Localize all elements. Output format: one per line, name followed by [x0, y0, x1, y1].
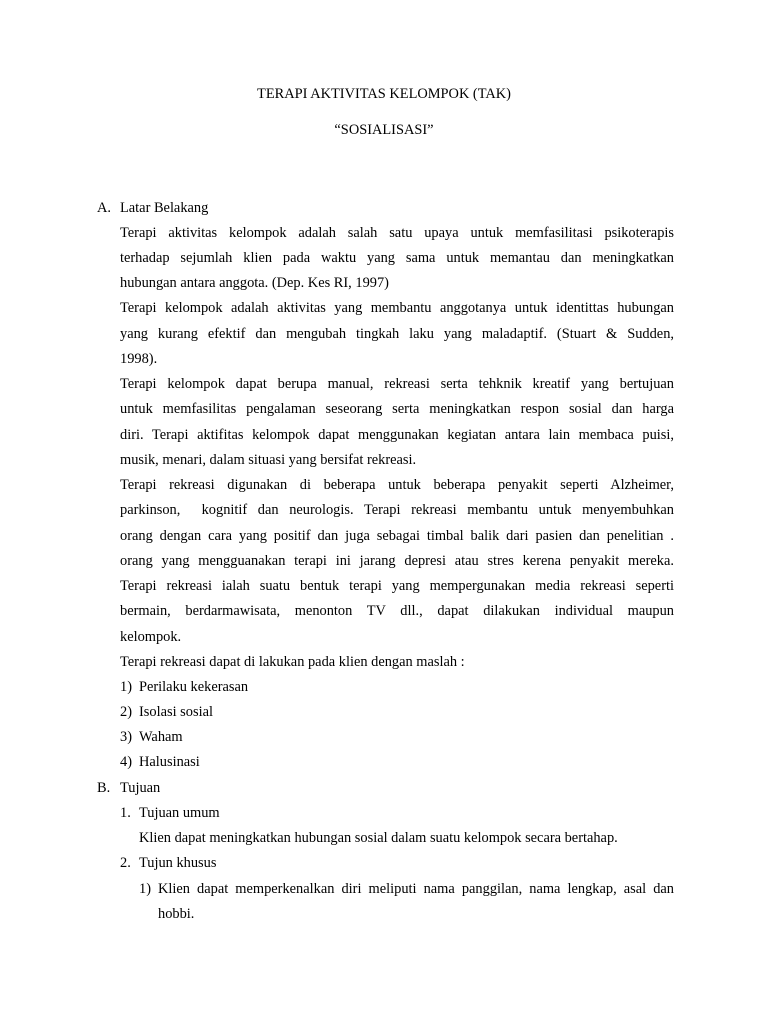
- subsection-number: 1.: [120, 805, 131, 821]
- subsection-number: 2.: [120, 855, 131, 871]
- list-item: Isolasi sosial: [139, 704, 213, 720]
- list-item: Waham: [139, 729, 183, 745]
- list-item-number: 3): [120, 729, 132, 745]
- paragraph-line: untuk memfasilitas pengalaman seseorang serta meningkatkan respon sosial dan harga: [120, 401, 674, 417]
- paragraph-line: terhadap sejumlah klien pada waktu yang sama untuk memantau dan meningkatkan: [120, 250, 674, 266]
- list-item-number: 2): [120, 704, 132, 720]
- document-subtitle: “SOSIALISASI”: [334, 122, 434, 138]
- paragraph-line: yang kurang efektif dan mengubah tingkah laku yang maladaptif. (Stuart & Sudden,: [120, 326, 674, 342]
- subsection-heading: Tujuan umum: [139, 805, 220, 821]
- paragraph-line: orang yang mengguanakan terapi ini jarang depresi atau stres kerena penyakit mereka.: [120, 553, 674, 569]
- paragraph-line: Terapi rekreasi digunakan di beberapa untuk beberapa penyakit seperti Alzheimer,: [120, 477, 674, 493]
- paragraph-line: Terapi kelompok dapat berupa manual, rekreasi serta tehknik kreatif yang bertujuan: [120, 376, 674, 392]
- paragraph-line: 1998).: [120, 351, 158, 367]
- section-a-marker: A.: [97, 200, 111, 216]
- subsection-heading: Tujun khusus: [139, 855, 217, 871]
- list-item-number: 1): [139, 881, 151, 897]
- section-a-heading: Latar Belakang: [120, 200, 209, 216]
- paragraph-line: Terapi aktivitas kelompok adalah salah satu upaya untuk memfasilitasi psikoterapis: [120, 225, 674, 241]
- list-item-number: 4): [120, 754, 132, 770]
- paragraph-line: Klien dapat meningkatkan hubungan sosial dalam suatu kelompok secara bertahap.: [139, 830, 618, 846]
- paragraph-line: musik, menari, dalam situasi yang bersifat rekreasi.: [120, 452, 417, 468]
- paragraph-line: Terapi rekreasi ialah suatu bentuk terapi yang mempergunakan media rekreasi seperti: [120, 578, 674, 594]
- paragraph-line: hubungan antara anggota. (Dep. Kes RI, 1997): [120, 275, 389, 291]
- paragraph-line: orang dengan cara yang positif dan juga sebagai timbal balik dari pasien dan penelitian .: [120, 528, 674, 544]
- paragraph-line: kelompok.: [120, 629, 182, 645]
- paragraph-line: Terapi kelompok adalah aktivitas yang membantu anggotanya untuk identittas hubungan: [120, 300, 674, 316]
- section-b-heading: Tujuan: [120, 780, 161, 796]
- paragraph-line: Terapi rekreasi dapat di lakukan pada klien dengan maslah :: [120, 654, 465, 670]
- list-item-number: 1): [120, 679, 132, 695]
- document-title: TERAPI AKTIVITAS KELOMPOK (TAK): [257, 86, 511, 102]
- paragraph-line: diri. Terapi aktifitas kelompok dapat menggunakan kegiatan antara lain membaca puisi,: [120, 427, 674, 443]
- list-item: Halusinasi: [139, 754, 200, 770]
- list-item-continuation: hobbi.: [158, 906, 195, 922]
- section-b-marker: B.: [97, 780, 111, 796]
- list-item: Klien dapat memperkenalkan diri meliputi nama panggilan, nama lengkap, asal dan: [158, 881, 674, 897]
- paragraph-line: parkinson, kognitif dan neurologis. Terapi rekreasi membantu untuk menyembuhkan: [120, 502, 674, 518]
- paragraph-line: bermain, berdarmawisata, menonton TV dll., dapat dilakukan individual maupun: [120, 603, 674, 619]
- list-item: Perilaku kekerasan: [139, 679, 249, 695]
